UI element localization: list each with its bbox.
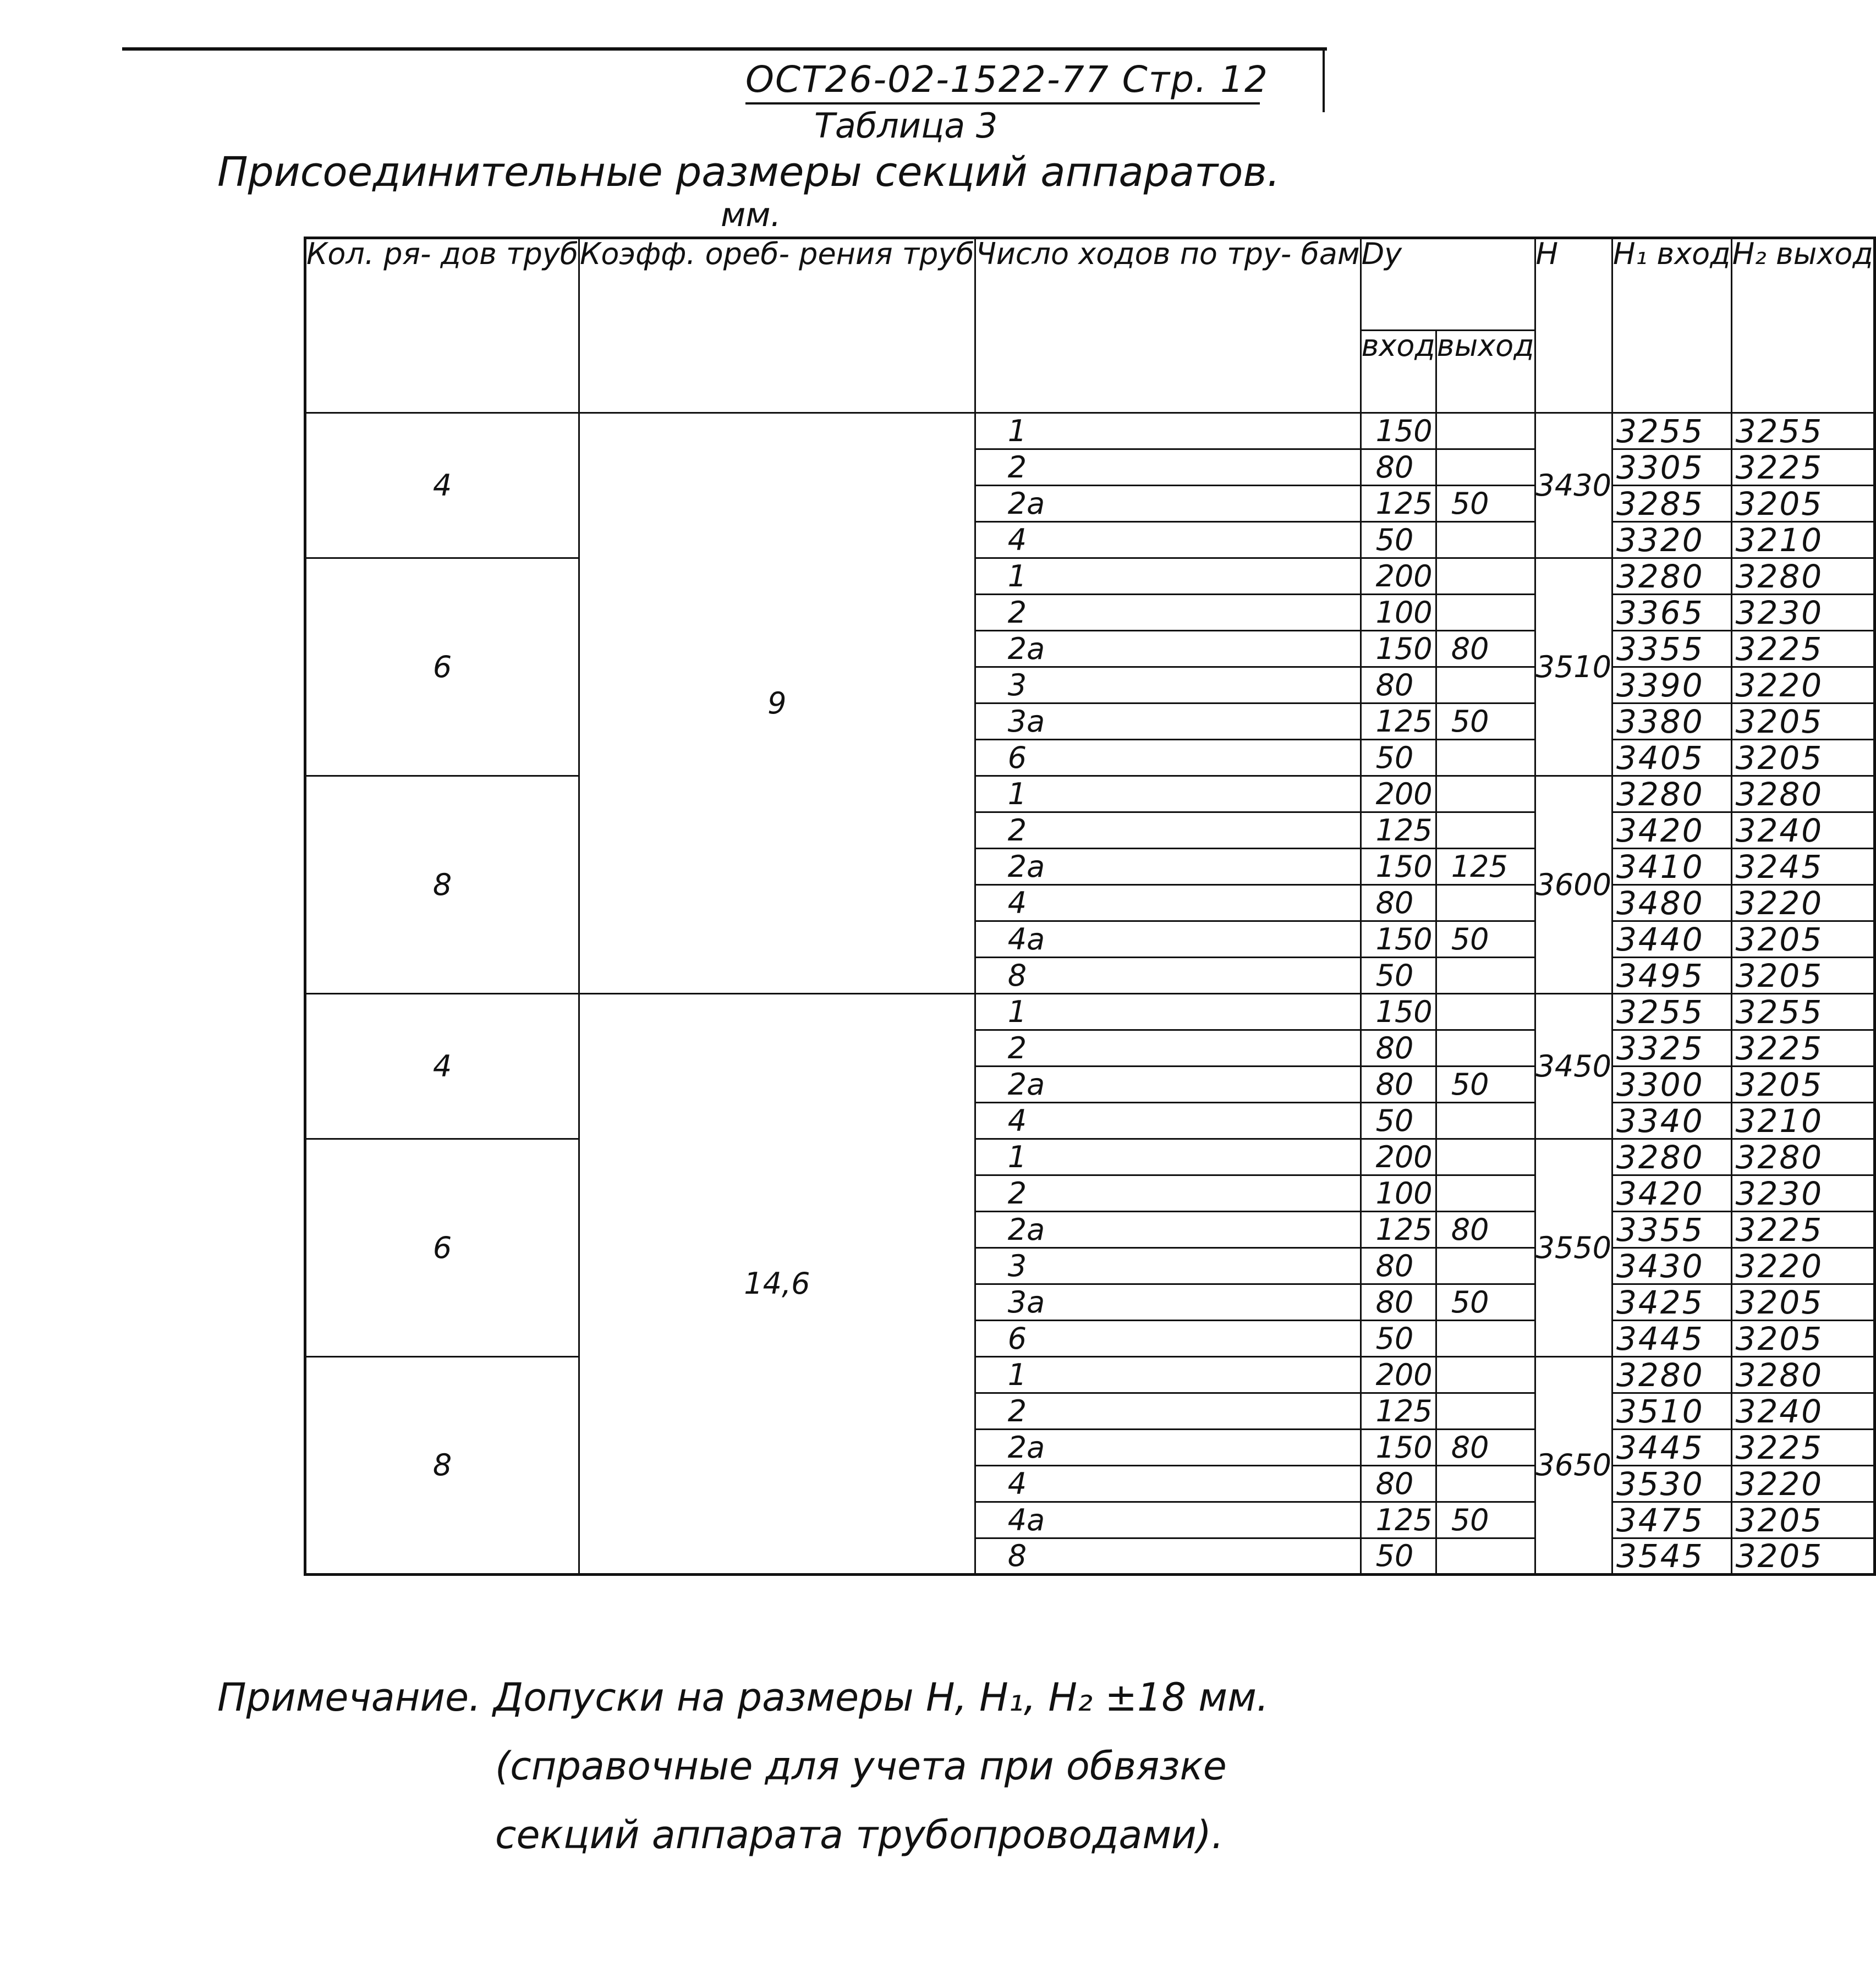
cell-dy-out — [1436, 449, 1535, 486]
cell-h1: 3340 — [1612, 1103, 1731, 1139]
cell-passes: 2а — [975, 849, 1361, 885]
cell-h2: 3220 — [1731, 885, 1874, 921]
cell-passes: 1 — [975, 413, 1361, 449]
cell-h1: 3445 — [1612, 1321, 1731, 1357]
cell-dy-out — [1436, 740, 1535, 776]
cell-passes: 2 — [975, 1030, 1361, 1067]
cell-dy-in: 80 — [1361, 1466, 1436, 1502]
cell-dy-in: 125 — [1361, 704, 1436, 740]
cell-h1: 3300 — [1612, 1067, 1731, 1103]
cell-dy-out — [1436, 1357, 1535, 1393]
cell-dy-in: 50 — [1361, 740, 1436, 776]
cell-rows-count: 4 — [305, 994, 579, 1139]
cell-h2: 3230 — [1731, 1175, 1874, 1212]
header-row — [305, 238, 1875, 331]
cell-dy-in: 200 — [1361, 776, 1436, 812]
cell-h1: 3280 — [1612, 1357, 1731, 1393]
cell-h2: 3245 — [1731, 849, 1874, 885]
cell-passes: 1 — [975, 558, 1361, 595]
cell-dy-out: 50 — [1436, 1284, 1535, 1321]
cell-h1: 3425 — [1612, 1284, 1731, 1321]
cell-h1: 3280 — [1612, 558, 1731, 595]
cell-passes: 3а — [975, 704, 1361, 740]
table-row — [305, 558, 1875, 595]
cell-dy-out — [1436, 958, 1535, 994]
cell-passes: 2 — [975, 1175, 1361, 1212]
table-title: Присоединительные размеры секций аппаратов. — [217, 149, 1280, 196]
cell-dy-in: 125 — [1361, 1393, 1436, 1430]
cell-dy-out: 50 — [1436, 1067, 1535, 1103]
cell-rows-count: 8 — [305, 1357, 579, 1575]
cell-h2: 3225 — [1731, 449, 1874, 486]
cell-h1: 3365 — [1612, 595, 1731, 631]
cell-h1: 3390 — [1612, 667, 1731, 704]
table-row — [305, 776, 1875, 812]
cell-h2: 3255 — [1731, 994, 1874, 1030]
cell-h1: 3475 — [1612, 1502, 1731, 1538]
cell-passes: 4а — [975, 1502, 1361, 1538]
cell-h2: 3205 — [1731, 1538, 1874, 1575]
cell-dy-in: 125 — [1361, 1212, 1436, 1248]
cell-h2: 3225 — [1731, 1430, 1874, 1466]
cell-h2: 3225 — [1731, 1030, 1874, 1067]
cell-h2: 3205 — [1731, 921, 1874, 958]
cell-h: 3600 — [1535, 776, 1612, 994]
cell-dy-in: 80 — [1361, 1248, 1436, 1284]
cell-passes: 6 — [975, 740, 1361, 776]
table-body — [305, 413, 1875, 1575]
cell-h1: 3285 — [1612, 486, 1731, 522]
cell-dy-in: 80 — [1361, 885, 1436, 921]
cell-dy-in: 80 — [1361, 1030, 1436, 1067]
cell-h2: 3220 — [1731, 667, 1874, 704]
cell-h1: 3440 — [1612, 921, 1731, 958]
table-number: Таблица 3 — [814, 106, 998, 146]
document-code: ОСТ26-02-1522-77 Стр. 12 — [745, 58, 1269, 101]
cell-h1: 3420 — [1612, 812, 1731, 849]
header-dy: Dу — [1361, 238, 1535, 331]
cell-dy-in: 100 — [1361, 595, 1436, 631]
cell-dy-in: 80 — [1361, 1284, 1436, 1321]
cell-h1: 3355 — [1612, 631, 1731, 667]
cell-dy-out — [1436, 1030, 1535, 1067]
cell-dy-in: 150 — [1361, 631, 1436, 667]
cell-passes: 6 — [975, 1321, 1361, 1357]
table-units: мм. — [721, 196, 781, 234]
cell-dy-in: 125 — [1361, 486, 1436, 522]
cell-h2: 3280 — [1731, 776, 1874, 812]
cell-h2: 3280 — [1731, 1139, 1874, 1175]
cell-h: 3430 — [1535, 413, 1612, 558]
cell-h2: 3205 — [1731, 740, 1874, 776]
table-row — [305, 1357, 1875, 1393]
cell-h1: 3410 — [1612, 849, 1731, 885]
cell-h2: 3280 — [1731, 1357, 1874, 1393]
cell-h1: 3320 — [1612, 522, 1731, 558]
cell-passes: 1 — [975, 994, 1361, 1030]
cell-dy-out — [1436, 1248, 1535, 1284]
cell-h1: 3325 — [1612, 1030, 1731, 1067]
note-line-3: секций аппарата трубопроводами). — [495, 1812, 1224, 1857]
cell-rows-count: 4 — [305, 413, 579, 558]
cell-passes: 4 — [975, 522, 1361, 558]
cell-h1: 3255 — [1612, 413, 1731, 449]
cell-passes: 4а — [975, 921, 1361, 958]
cell-h2: 3240 — [1731, 1393, 1874, 1430]
cell-dy-out — [1436, 1103, 1535, 1139]
cell-dy-in: 125 — [1361, 1502, 1436, 1538]
cell-passes: 4 — [975, 1466, 1361, 1502]
cell-dy-in: 150 — [1361, 1430, 1436, 1466]
document-code-underline — [745, 102, 1260, 105]
cell-h2: 3205 — [1731, 704, 1874, 740]
cell-dy-in: 50 — [1361, 1538, 1436, 1575]
cell-dy-out — [1436, 812, 1535, 849]
cell-h2: 3240 — [1731, 812, 1874, 849]
cell-h: 3450 — [1535, 994, 1612, 1139]
cell-h2: 3225 — [1731, 1212, 1874, 1248]
cell-h1: 3405 — [1612, 740, 1731, 776]
cell-dy-in: 80 — [1361, 449, 1436, 486]
cell-dy-out — [1436, 413, 1535, 449]
cell-dy-in: 100 — [1361, 1175, 1436, 1212]
cell-dy-in: 50 — [1361, 1321, 1436, 1357]
cell-dy-out — [1436, 558, 1535, 595]
cell-dy-in: 150 — [1361, 921, 1436, 958]
note-line-1: Примечание. Допуски на размеры H, H₁, H₂ ±18 мм. — [217, 1675, 1269, 1720]
cell-h2: 3280 — [1731, 558, 1874, 595]
cell-h2: 3230 — [1731, 595, 1874, 631]
table-row — [305, 994, 1875, 1030]
cell-h: 3550 — [1535, 1139, 1612, 1357]
cell-dy-out — [1436, 776, 1535, 812]
cell-passes: 3 — [975, 667, 1361, 704]
top-border-line — [122, 47, 1327, 51]
cell-passes: 1 — [975, 1139, 1361, 1175]
cell-h: 3650 — [1535, 1357, 1612, 1575]
cell-dy-out — [1436, 1139, 1535, 1175]
cell-dy-out: 80 — [1436, 1430, 1535, 1466]
cell-passes: 2 — [975, 595, 1361, 631]
cell-passes: 2а — [975, 631, 1361, 667]
header-passes: Число ходов по тру- бам — [975, 238, 1361, 413]
cell-h2: 3225 — [1731, 631, 1874, 667]
cell-passes: 1 — [975, 1357, 1361, 1393]
dimensions-table — [304, 237, 1876, 1576]
cell-h1: 3510 — [1612, 1393, 1731, 1430]
right-border-line — [1323, 47, 1325, 112]
cell-h2: 3205 — [1731, 1321, 1874, 1357]
cell-h1: 3480 — [1612, 885, 1731, 921]
cell-passes: 2а — [975, 1430, 1361, 1466]
cell-h2: 3210 — [1731, 522, 1874, 558]
cell-h2: 3210 — [1731, 1103, 1874, 1139]
cell-h2: 3220 — [1731, 1466, 1874, 1502]
cell-h2: 3205 — [1731, 1284, 1874, 1321]
cell-dy-in: 150 — [1361, 994, 1436, 1030]
cell-passes: 3а — [975, 1284, 1361, 1321]
cell-passes: 2 — [975, 449, 1361, 486]
table-row — [305, 413, 1875, 449]
cell-h1: 3430 — [1612, 1248, 1731, 1284]
cell-dy-out — [1436, 1393, 1535, 1430]
cell-rows-count: 6 — [305, 558, 579, 776]
cell-fin-coef: 14,6 — [579, 994, 975, 1575]
cell-rows-count: 6 — [305, 1139, 579, 1357]
cell-dy-out — [1436, 522, 1535, 558]
header-dy-in: вход — [1361, 331, 1436, 413]
cell-h1: 3380 — [1612, 704, 1731, 740]
cell-dy-out — [1436, 667, 1535, 704]
cell-dy-in: 150 — [1361, 849, 1436, 885]
header-fin-coef: Коэфф. ореб- рения труб — [579, 238, 975, 413]
cell-passes: 2 — [975, 1393, 1361, 1430]
cell-h1: 3420 — [1612, 1175, 1731, 1212]
cell-passes: 4 — [975, 1103, 1361, 1139]
cell-dy-in: 200 — [1361, 1139, 1436, 1175]
cell-passes: 4 — [975, 885, 1361, 921]
cell-h2: 3205 — [1731, 1067, 1874, 1103]
cell-dy-out — [1436, 994, 1535, 1030]
cell-dy-in: 80 — [1361, 1067, 1436, 1103]
cell-dy-out: 80 — [1436, 631, 1535, 667]
cell-passes: 1 — [975, 776, 1361, 812]
cell-h2: 3205 — [1731, 486, 1874, 522]
cell-passes: 2 — [975, 812, 1361, 849]
cell-h1: 3255 — [1612, 994, 1731, 1030]
cell-dy-out: 50 — [1436, 1502, 1535, 1538]
cell-h: 3510 — [1535, 558, 1612, 776]
cell-passes: 8 — [975, 1538, 1361, 1575]
cell-passes: 3 — [975, 1248, 1361, 1284]
cell-h1: 3445 — [1612, 1430, 1731, 1466]
cell-dy-out — [1436, 595, 1535, 631]
cell-h1: 3355 — [1612, 1212, 1731, 1248]
cell-dy-out — [1436, 1466, 1535, 1502]
cell-h1: 3280 — [1612, 1139, 1731, 1175]
cell-rows-count: 8 — [305, 776, 579, 994]
header-h1: H₁ вход — [1612, 238, 1731, 413]
cell-dy-out: 50 — [1436, 486, 1535, 522]
cell-h2: 3205 — [1731, 958, 1874, 994]
cell-h2: 3220 — [1731, 1248, 1874, 1284]
cell-h1: 3280 — [1612, 776, 1731, 812]
cell-dy-in: 150 — [1361, 413, 1436, 449]
cell-dy-in: 125 — [1361, 812, 1436, 849]
table-row — [305, 1139, 1875, 1175]
header-dy-out: выход — [1436, 331, 1535, 413]
cell-passes: 2а — [975, 1212, 1361, 1248]
note-line-2: (справочные для учета при обвязке — [495, 1744, 1227, 1789]
cell-h1: 3305 — [1612, 449, 1731, 486]
cell-dy-out: 50 — [1436, 704, 1535, 740]
cell-h1: 3530 — [1612, 1466, 1731, 1502]
header-rows-count: Кол. ря- дов труб — [305, 238, 579, 413]
cell-h2: 3255 — [1731, 413, 1874, 449]
header-h: H — [1535, 238, 1612, 413]
header-h2: H₂ выход — [1731, 238, 1874, 413]
cell-dy-out: 80 — [1436, 1212, 1535, 1248]
cell-dy-in: 80 — [1361, 667, 1436, 704]
cell-fin-coef: 9 — [579, 413, 975, 994]
cell-dy-out — [1436, 1175, 1535, 1212]
cell-h2: 3205 — [1731, 1502, 1874, 1538]
cell-dy-out — [1436, 1538, 1535, 1575]
cell-dy-in: 200 — [1361, 558, 1436, 595]
cell-dy-out: 125 — [1436, 849, 1535, 885]
cell-dy-out: 50 — [1436, 921, 1535, 958]
cell-dy-in: 50 — [1361, 522, 1436, 558]
cell-dy-in: 50 — [1361, 958, 1436, 994]
cell-passes: 8 — [975, 958, 1361, 994]
cell-passes: 2а — [975, 486, 1361, 522]
cell-dy-in: 200 — [1361, 1357, 1436, 1393]
cell-h1: 3495 — [1612, 958, 1731, 994]
cell-dy-out — [1436, 1321, 1535, 1357]
cell-dy-in: 50 — [1361, 1103, 1436, 1139]
cell-dy-out — [1436, 885, 1535, 921]
cell-h1: 3545 — [1612, 1538, 1731, 1575]
cell-passes: 2а — [975, 1067, 1361, 1103]
